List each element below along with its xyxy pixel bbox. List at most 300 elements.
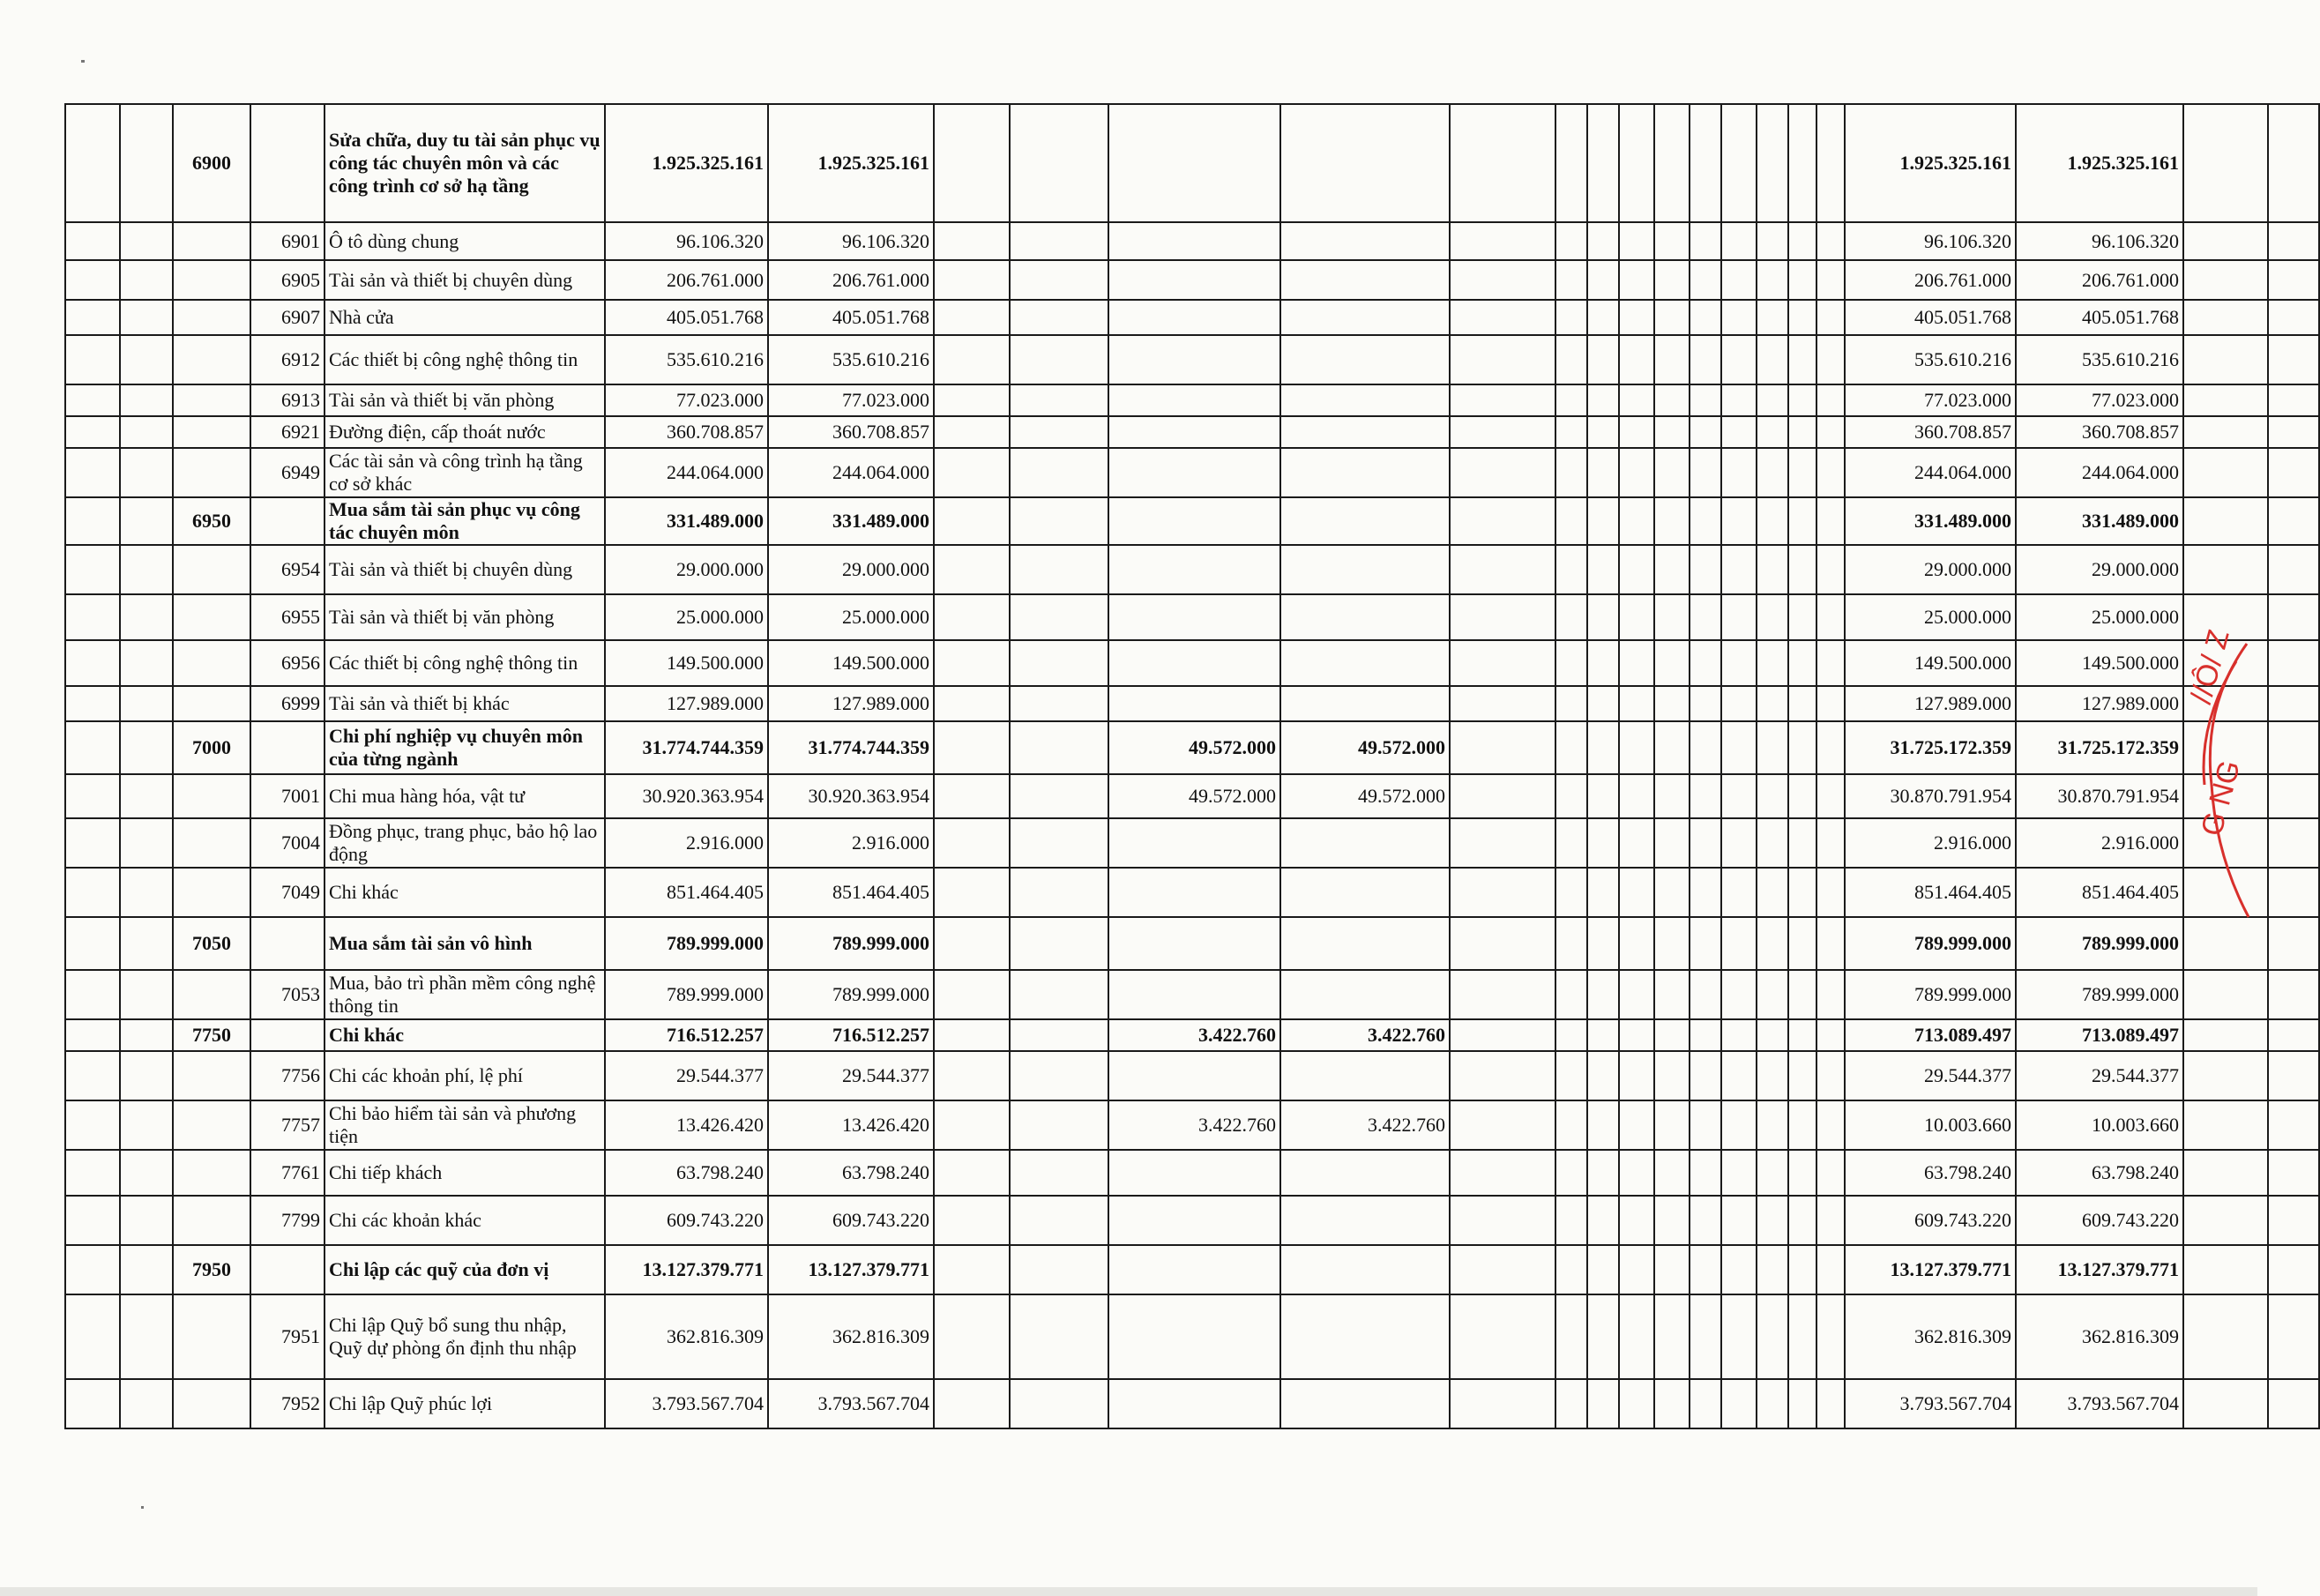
- cell-d: [1280, 686, 1450, 721]
- cell-f: 789.999.000: [2016, 917, 2183, 970]
- cell-empty: [1816, 774, 1845, 818]
- cell-name: Chi lập Quỹ bổ sung thu nhập, Quỹ dự phòng ổn định thu nhập: [325, 1294, 605, 1379]
- cell-name: Chi khác: [325, 868, 605, 917]
- cell-empty: [1010, 545, 1108, 594]
- cell-empty: [1619, 686, 1654, 721]
- cell-empty: [2183, 1100, 2268, 1150]
- cell-empty: [1788, 1100, 1816, 1150]
- cell-d: [1280, 640, 1450, 686]
- cell-empty: [120, 335, 173, 384]
- cell-empty: [1757, 335, 1788, 384]
- cell-empty: [2268, 260, 2319, 300]
- cell-name: Chi tiếp khách: [325, 1150, 605, 1196]
- cell-empty: [1690, 818, 1721, 868]
- cell-empty: [1816, 594, 1845, 640]
- cell-group: [173, 300, 250, 335]
- cell-name: Chi các khoản phí, lệ phí: [325, 1051, 605, 1100]
- cell-a: 360.708.857: [605, 416, 768, 448]
- cell-f: 29.000.000: [2016, 545, 2183, 594]
- cell-empty: [1010, 260, 1108, 300]
- cell-empty: [1816, 818, 1845, 868]
- cell-empty: [1654, 104, 1690, 222]
- cell-empty: [1721, 448, 1757, 497]
- cell-b: 13.426.420: [768, 1100, 934, 1150]
- cell-empty: [1555, 335, 1587, 384]
- cell-empty: [2268, 1245, 2319, 1294]
- cell-empty: [1690, 104, 1721, 222]
- cell-empty: [1587, 686, 1619, 721]
- cell-empty: [2268, 774, 2319, 818]
- cell-empty: [1690, 917, 1721, 970]
- cell-name: Đường điện, cấp thoát nước: [325, 416, 605, 448]
- cell-empty: [65, 594, 120, 640]
- cell-empty: [2183, 260, 2268, 300]
- cell-empty: [1721, 260, 1757, 300]
- cell-empty: [1010, 818, 1108, 868]
- cell-empty: [1654, 1100, 1690, 1150]
- cell-empty: [2268, 594, 2319, 640]
- cell-empty: [934, 222, 1010, 260]
- cell-empty: [1587, 774, 1619, 818]
- cell-item: 7001: [250, 774, 325, 818]
- cell-item: 6955: [250, 594, 325, 640]
- svg-text:G NG: G NG: [2195, 757, 2248, 840]
- cell-empty: [934, 774, 1010, 818]
- cell-empty: [1587, 1019, 1619, 1051]
- cell-a: 789.999.000: [605, 917, 768, 970]
- cell-empty: [934, 1019, 1010, 1051]
- cell-empty: [1690, 594, 1721, 640]
- cell-empty: [1690, 1294, 1721, 1379]
- cell-empty: [1816, 917, 1845, 970]
- cell-empty: [120, 1051, 173, 1100]
- cell-empty: [1619, 1100, 1654, 1150]
- cell-empty: [1555, 1294, 1587, 1379]
- cell-name: Mua, bảo trì phần mềm công nghệ thông tin: [325, 970, 605, 1019]
- table-row: [65, 222, 2319, 260]
- cell-empty: [1690, 1379, 1721, 1428]
- cell-empty: [1816, 1294, 1845, 1379]
- cell-empty: [120, 818, 173, 868]
- cell-empty: [65, 545, 120, 594]
- cell-b: 716.512.257: [768, 1019, 934, 1051]
- cell-empty: [65, 416, 120, 448]
- cell-empty: [1721, 970, 1757, 1019]
- cell-empty: [2268, 1150, 2319, 1196]
- cell-empty: [1450, 868, 1555, 917]
- cell-d: [1280, 818, 1450, 868]
- table-row: [65, 1019, 2319, 1051]
- cell-f: 789.999.000: [2016, 970, 2183, 1019]
- cell-empty: [1654, 1051, 1690, 1100]
- cell-group: [173, 868, 250, 917]
- cell-empty: [1587, 1294, 1619, 1379]
- cell-b: 851.464.405: [768, 868, 934, 917]
- cell-group: 7750: [173, 1019, 250, 1051]
- cell-c: [1108, 384, 1280, 416]
- cell-empty: [1757, 416, 1788, 448]
- cell-b: 1.925.325.161: [768, 104, 934, 222]
- cell-f: 535.610.216: [2016, 335, 2183, 384]
- cell-empty: [1690, 260, 1721, 300]
- cell-c: [1108, 868, 1280, 917]
- cell-empty: [2268, 1294, 2319, 1379]
- cell-empty: [2268, 1196, 2319, 1245]
- cell-empty: [1654, 416, 1690, 448]
- cell-empty: [1788, 1196, 1816, 1245]
- cell-empty: [1587, 335, 1619, 384]
- cell-f: 713.089.497: [2016, 1019, 2183, 1051]
- cell-empty: [1450, 1196, 1555, 1245]
- cell-name: Nhà cửa: [325, 300, 605, 335]
- cell-empty: [1757, 1100, 1788, 1150]
- cell-empty: [1450, 335, 1555, 384]
- cell-group: [173, 774, 250, 818]
- cell-empty: [1690, 335, 1721, 384]
- cell-group: [173, 970, 250, 1019]
- cell-empty: [1816, 300, 1845, 335]
- cell-empty: [934, 1100, 1010, 1150]
- cell-empty: [120, 497, 173, 545]
- cell-empty: [1450, 1294, 1555, 1379]
- cell-empty: [1788, 1379, 1816, 1428]
- cell-name: Đồng phục, trang phục, bảo hộ lao động: [325, 818, 605, 868]
- cell-empty: [120, 686, 173, 721]
- cell-c: [1108, 497, 1280, 545]
- cell-item: 6913: [250, 384, 325, 416]
- cell-d: [1280, 1051, 1450, 1100]
- cell-item: 6907: [250, 300, 325, 335]
- cell-f: 244.064.000: [2016, 448, 2183, 497]
- cell-name: Sửa chữa, duy tu tài sản phục vụ công tác chuyên môn và các công trình cơ sở hạ tầng: [325, 104, 605, 222]
- cell-e: 789.999.000: [1845, 970, 2016, 1019]
- cell-empty: [1555, 104, 1587, 222]
- cell-b: 77.023.000: [768, 384, 934, 416]
- cell-empty: [1555, 1379, 1587, 1428]
- cell-b: 789.999.000: [768, 917, 934, 970]
- cell-a: 789.999.000: [605, 970, 768, 1019]
- cell-empty: [1450, 497, 1555, 545]
- cell-empty: [934, 1294, 1010, 1379]
- cell-empty: [1690, 497, 1721, 545]
- cell-empty: [1757, 300, 1788, 335]
- cell-empty: [1721, 594, 1757, 640]
- cell-empty: [120, 1100, 173, 1150]
- cell-empty: [1010, 868, 1108, 917]
- cell-empty: [2183, 1150, 2268, 1196]
- cell-empty: [1721, 818, 1757, 868]
- cell-empty: [1619, 260, 1654, 300]
- cell-empty: [1619, 818, 1654, 868]
- cell-empty: [1587, 497, 1619, 545]
- cell-empty: [1788, 260, 1816, 300]
- cell-empty: [1010, 721, 1108, 774]
- cell-d: 3.422.760: [1280, 1019, 1450, 1051]
- cell-empty: [1587, 818, 1619, 868]
- cell-empty: [65, 260, 120, 300]
- cell-a: 362.816.309: [605, 1294, 768, 1379]
- cell-empty: [934, 721, 1010, 774]
- cell-a: 206.761.000: [605, 260, 768, 300]
- cell-empty: [1757, 1294, 1788, 1379]
- cell-c: [1108, 416, 1280, 448]
- cell-empty: [1757, 917, 1788, 970]
- cell-empty: [1816, 1196, 1845, 1245]
- cell-empty: [65, 868, 120, 917]
- cell-b: 13.127.379.771: [768, 1245, 934, 1294]
- cell-empty: [1654, 335, 1690, 384]
- table-row: [65, 545, 2319, 594]
- cell-empty: [1654, 1245, 1690, 1294]
- cell-group: 6900: [173, 104, 250, 222]
- cell-e: 1.925.325.161: [1845, 104, 2016, 222]
- cell-empty: [2183, 416, 2268, 448]
- cell-empty: [1816, 335, 1845, 384]
- cell-d: [1280, 416, 1450, 448]
- cell-empty: [1721, 774, 1757, 818]
- cell-empty: [65, 917, 120, 970]
- cell-empty: [1690, 222, 1721, 260]
- cell-item: [250, 1245, 325, 1294]
- table-row: [65, 260, 2319, 300]
- cell-empty: [1816, 640, 1845, 686]
- cell-item: 6905: [250, 260, 325, 300]
- cell-e: 535.610.216: [1845, 335, 2016, 384]
- cell-empty: [1757, 721, 1788, 774]
- cell-empty: [1450, 300, 1555, 335]
- cell-empty: [65, 1100, 120, 1150]
- cell-group: [173, 335, 250, 384]
- cell-empty: [1690, 1100, 1721, 1150]
- cell-empty: [1654, 640, 1690, 686]
- cell-empty: [1816, 721, 1845, 774]
- cell-empty: [1690, 686, 1721, 721]
- cell-b: 25.000.000: [768, 594, 934, 640]
- cell-empty: [1010, 1019, 1108, 1051]
- cell-name: Chi bảo hiểm tài sản và phương tiện: [325, 1100, 605, 1150]
- cell-empty: [1757, 970, 1788, 1019]
- cell-e: 10.003.660: [1845, 1100, 2016, 1150]
- cell-empty: [2268, 868, 2319, 917]
- table-row: [65, 721, 2319, 774]
- cell-empty: [1721, 721, 1757, 774]
- cell-d: [1280, 335, 1450, 384]
- cell-empty: [1788, 1294, 1816, 1379]
- cell-group: [173, 594, 250, 640]
- cell-empty: [1788, 1019, 1816, 1051]
- cell-b: 244.064.000: [768, 448, 934, 497]
- cell-empty: [1757, 818, 1788, 868]
- cell-empty: [1757, 384, 1788, 416]
- cell-empty: [1721, 1100, 1757, 1150]
- cell-empty: [1010, 1150, 1108, 1196]
- cell-empty: [65, 818, 120, 868]
- cell-empty: [1587, 868, 1619, 917]
- cell-empty: [1721, 1150, 1757, 1196]
- cell-c: [1108, 1294, 1280, 1379]
- cell-empty: [1721, 335, 1757, 384]
- cell-empty: [1654, 1150, 1690, 1196]
- cell-empty: [934, 970, 1010, 1019]
- cell-empty: [1450, 384, 1555, 416]
- cell-empty: [65, 686, 120, 721]
- cell-c: [1108, 818, 1280, 868]
- cell-d: [1280, 917, 1450, 970]
- cell-group: [173, 818, 250, 868]
- cell-empty: [1788, 335, 1816, 384]
- cell-empty: [1816, 970, 1845, 1019]
- cell-empty: [1690, 721, 1721, 774]
- cell-b: 29.000.000: [768, 545, 934, 594]
- cell-name: Các thiết bị công nghệ thông tin: [325, 335, 605, 384]
- cell-empty: [1788, 545, 1816, 594]
- cell-a: 2.916.000: [605, 818, 768, 868]
- cell-empty: [65, 335, 120, 384]
- cell-empty: [1619, 868, 1654, 917]
- cell-empty: [1587, 917, 1619, 970]
- cell-empty: [1619, 497, 1654, 545]
- cell-empty: [1450, 260, 1555, 300]
- cell-empty: [934, 448, 1010, 497]
- cell-empty: [1654, 384, 1690, 416]
- cell-f: 10.003.660: [2016, 1100, 2183, 1150]
- cell-d: [1280, 970, 1450, 1019]
- cell-empty: [120, 640, 173, 686]
- cell-empty: [120, 1379, 173, 1428]
- cell-c: [1108, 1196, 1280, 1245]
- cell-d: [1280, 594, 1450, 640]
- cell-empty: [1555, 1019, 1587, 1051]
- cell-empty: [1555, 1245, 1587, 1294]
- cell-empty: [65, 640, 120, 686]
- cell-empty: [1619, 721, 1654, 774]
- cell-c: [1108, 448, 1280, 497]
- cell-c: [1108, 1379, 1280, 1428]
- cell-f: 77.023.000: [2016, 384, 2183, 416]
- table-row: [65, 917, 2319, 970]
- cell-empty: [1757, 1051, 1788, 1100]
- cell-group: [173, 1100, 250, 1150]
- cell-empty: [120, 774, 173, 818]
- cell-c: 3.422.760: [1108, 1019, 1280, 1051]
- cell-empty: [1757, 222, 1788, 260]
- cell-empty: [1010, 640, 1108, 686]
- cell-empty: [1587, 640, 1619, 686]
- cell-item: 6956: [250, 640, 325, 686]
- cell-b: 789.999.000: [768, 970, 934, 1019]
- cell-empty: [120, 1196, 173, 1245]
- cell-group: 7050: [173, 917, 250, 970]
- cell-empty: [1654, 222, 1690, 260]
- cell-empty: [1010, 1379, 1108, 1428]
- cell-d: [1280, 1245, 1450, 1294]
- cell-empty: [1555, 970, 1587, 1019]
- cell-empty: [65, 1294, 120, 1379]
- cell-empty: [1788, 818, 1816, 868]
- cell-item: [250, 917, 325, 970]
- cell-item: 6921: [250, 416, 325, 448]
- red-seal-stamp-fragment: [2184, 626, 2256, 926]
- table-row: [65, 1100, 2319, 1150]
- cell-empty: [1816, 1379, 1845, 1428]
- svg-text://Ô/ Z: //Ô/ Z: [2184, 626, 2236, 708]
- cell-a: 29.544.377: [605, 1051, 768, 1100]
- cell-empty: [934, 1051, 1010, 1100]
- cell-empty: [120, 222, 173, 260]
- table-row: [65, 686, 2319, 721]
- cell-empty: [1555, 300, 1587, 335]
- cell-empty: [1816, 1150, 1845, 1196]
- cell-empty: [1654, 868, 1690, 917]
- cell-empty: [934, 640, 1010, 686]
- cell-group: 7950: [173, 1245, 250, 1294]
- cell-empty: [934, 868, 1010, 917]
- cell-c: [1108, 104, 1280, 222]
- scan-speck: [141, 1506, 144, 1509]
- cell-empty: [1757, 686, 1788, 721]
- table-row: [65, 416, 2319, 448]
- cell-f: 851.464.405: [2016, 868, 2183, 917]
- table-row: [65, 594, 2319, 640]
- cell-empty: [65, 970, 120, 1019]
- cell-empty: [1757, 774, 1788, 818]
- cell-empty: [934, 1150, 1010, 1196]
- cell-empty: [1619, 1245, 1654, 1294]
- cell-empty: [1757, 594, 1788, 640]
- table-row: [65, 104, 2319, 222]
- cell-empty: [120, 594, 173, 640]
- cell-empty: [1587, 260, 1619, 300]
- table-row: [65, 970, 2319, 1019]
- cell-e: 851.464.405: [1845, 868, 2016, 917]
- cell-b: 149.500.000: [768, 640, 934, 686]
- cell-b: 609.743.220: [768, 1196, 934, 1245]
- cell-empty: [65, 497, 120, 545]
- cell-name: Chi lập Quỹ phúc lợi: [325, 1379, 605, 1428]
- cell-empty: [1654, 1294, 1690, 1379]
- cell-empty: [1816, 1019, 1845, 1051]
- cell-item: 6949: [250, 448, 325, 497]
- cell-f: 13.127.379.771: [2016, 1245, 2183, 1294]
- cell-d: 3.422.760: [1280, 1100, 1450, 1150]
- cell-f: 149.500.000: [2016, 640, 2183, 686]
- cell-empty: [1587, 384, 1619, 416]
- cell-c: 49.572.000: [1108, 774, 1280, 818]
- cell-empty: [1619, 222, 1654, 260]
- cell-e: 405.051.768: [1845, 300, 2016, 335]
- cell-empty: [1690, 1019, 1721, 1051]
- cell-empty: [1010, 497, 1108, 545]
- cell-c: [1108, 260, 1280, 300]
- cell-d: 49.572.000: [1280, 721, 1450, 774]
- cell-f: 1.925.325.161: [2016, 104, 2183, 222]
- cell-empty: [2183, 1379, 2268, 1428]
- cell-c: [1108, 970, 1280, 1019]
- cell-empty: [934, 335, 1010, 384]
- cell-empty: [1450, 1150, 1555, 1196]
- cell-empty: [1587, 222, 1619, 260]
- cell-a: 13.426.420: [605, 1100, 768, 1150]
- cell-empty: [2183, 1196, 2268, 1245]
- cell-b: 96.106.320: [768, 222, 934, 260]
- cell-d: [1280, 222, 1450, 260]
- cell-empty: [1690, 545, 1721, 594]
- cell-empty: [934, 300, 1010, 335]
- cell-empty: [1619, 1379, 1654, 1428]
- cell-empty: [120, 416, 173, 448]
- cell-empty: [1010, 384, 1108, 416]
- cell-empty: [1788, 868, 1816, 917]
